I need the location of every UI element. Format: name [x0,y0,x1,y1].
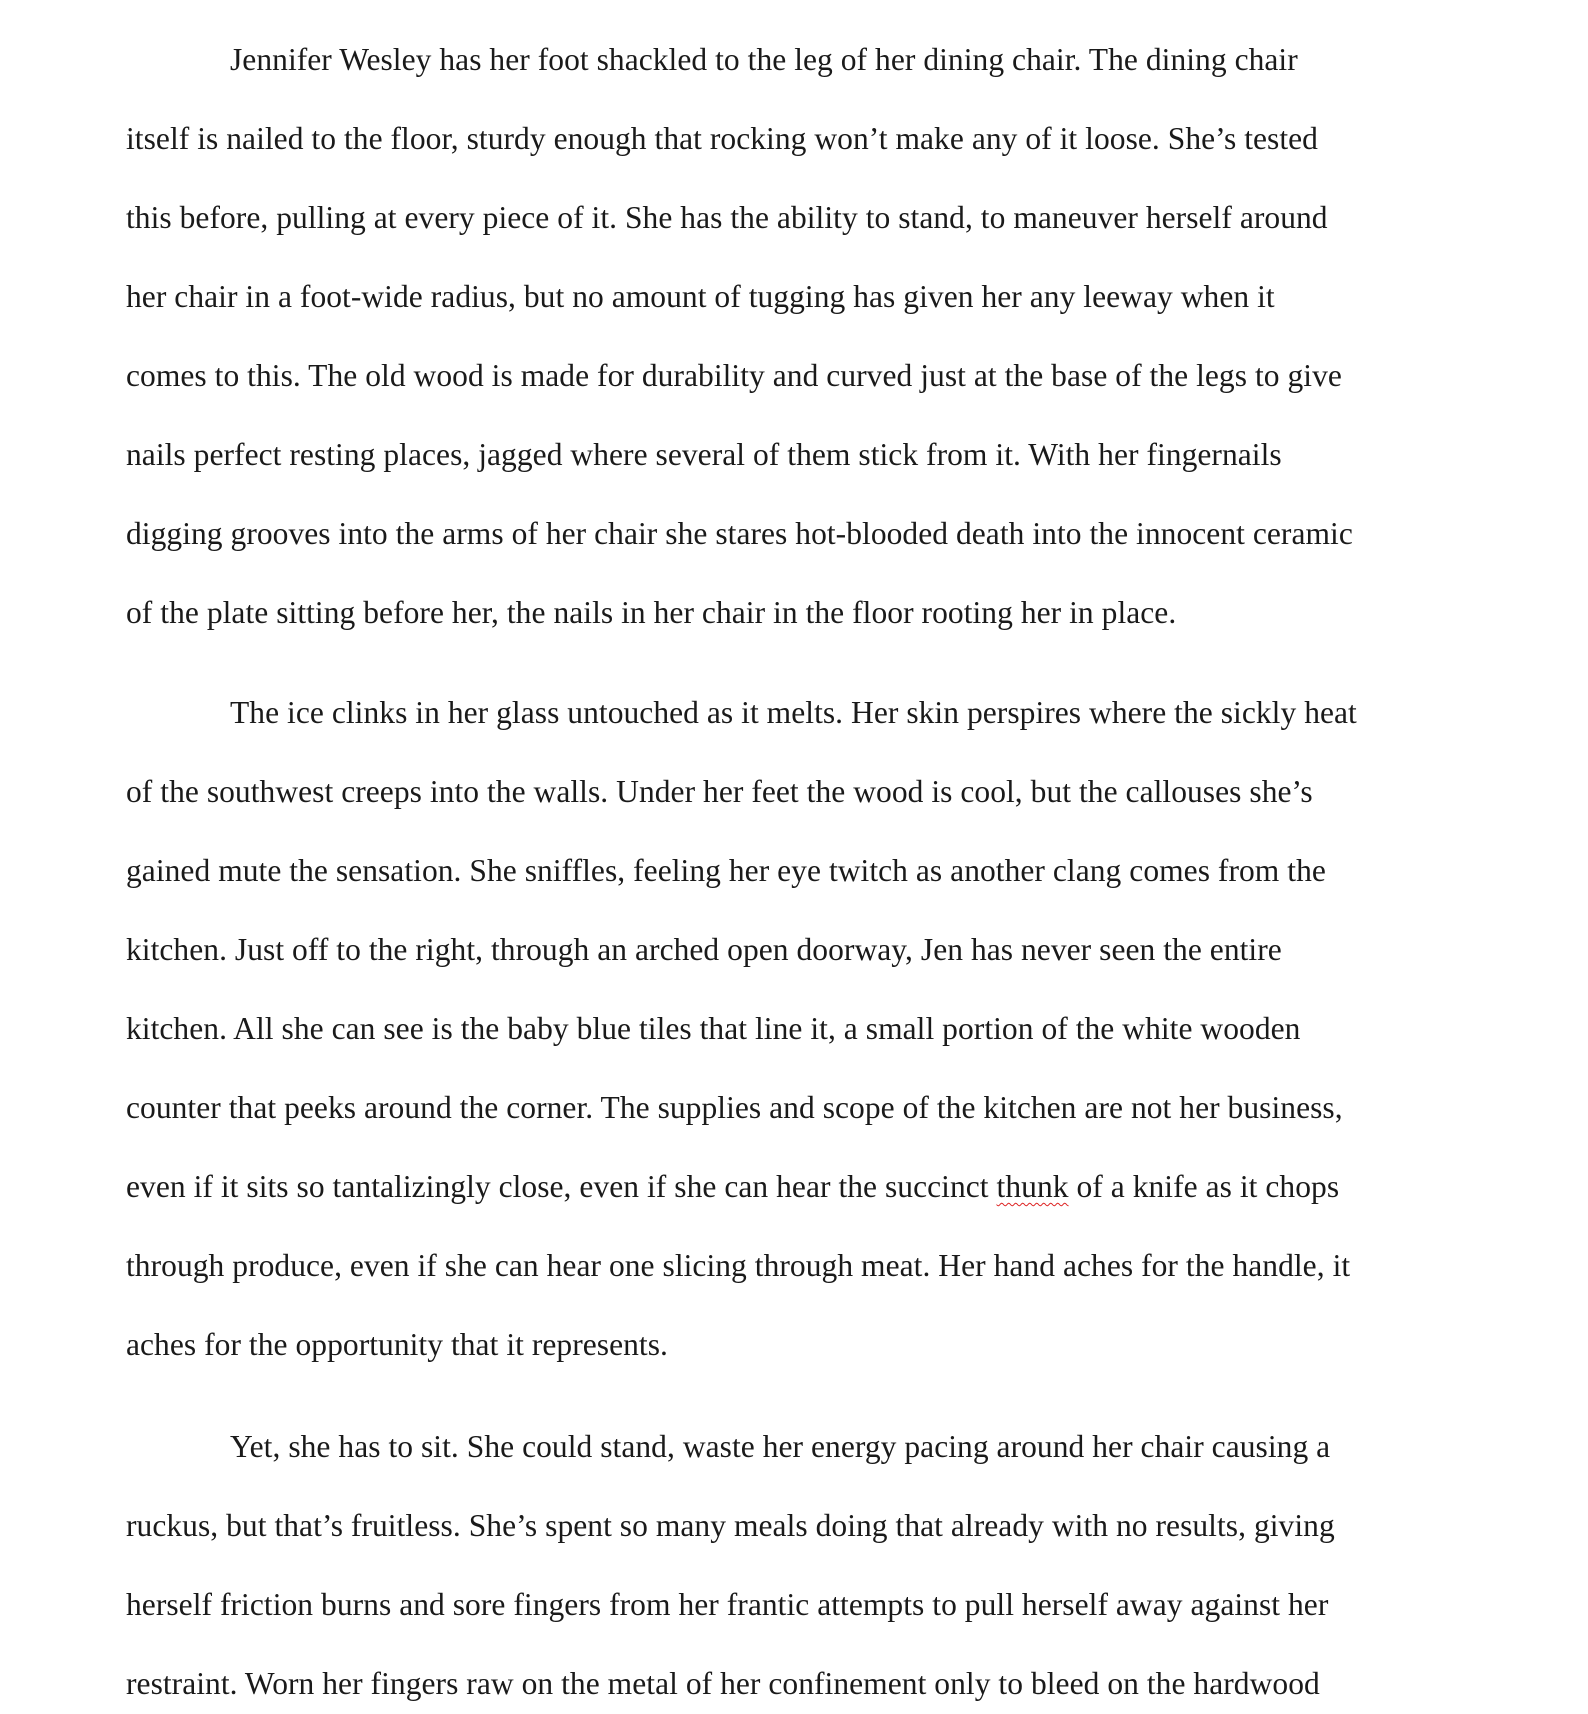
text-line: of the plate sitting before her, the nails in her chair in the floor rooting her in place. [126,595,1177,630]
text-line: through produce, even if she can hear one slicing through meat. Her hand aches for the handle, it [126,1248,1351,1283]
text-run: even if it sits so tantalizingly close, even if she can hear the succinct [126,1169,997,1204]
text-line: herself friction burns and sore fingers from her frantic attempts to pull herself away against her [126,1587,1329,1622]
text-line: comes to this. The old wood is made for durability and curved just at the base of the legs to give [126,358,1342,393]
text-line: itself is nailed to the floor, sturdy enough that rocking won’t make any of it loose. She’s tested [126,121,1318,156]
text-line: Jennifer Wesley has her foot shackled to the leg of her dining chair. The dining chair [230,42,1298,77]
text-line: The ice clinks in her glass untouched as it melts. Her skin perspires where the sickly heat [230,695,1357,730]
text-line: gained mute the sensation. She sniffles, feeling her eye twitch as another clang comes from the [126,853,1326,888]
text-line: aches for the opportunity that it represents. [126,1327,668,1362]
text-line: restraint. Worn her fingers raw on the metal of her confinement only to bleed on the hardwood [126,1666,1320,1701]
text-line: nails perfect resting places, jagged where several of them stick from it. With her fingernails [126,437,1282,472]
text-line: kitchen. All she can see is the baby blue tiles that line it, a small portion of the white wooden [126,1011,1301,1046]
text-line: ruckus, but that’s fruitless. She’s spent so many meals doing that already with no results, giving [126,1508,1335,1543]
text-line: her chair in a foot-wide radius, but no amount of tugging has given her any leeway when it [126,279,1275,314]
text-line: of the southwest creeps into the walls. Under her feet the wood is cool, but the callouses she’s [126,774,1313,809]
text-line: this before, pulling at every piece of it. She has the ability to stand, to maneuver herself around [126,200,1328,235]
text-line: digging grooves into the arms of her chair she stares hot-blooded death into the innocent ceramic [126,516,1353,551]
text-run: of a knife as it chops [1068,1169,1340,1204]
text-line: counter that peeks around the corner. The supplies and scope of the kitchen are not her business, [126,1090,1343,1125]
text-line [126,1167,1339,1207]
text-line: kitchen. Just off to the right, through an arched open doorway, Jen has never seen the entire [126,932,1282,967]
spellcheck-flagged-word[interactable]: thunk [996,1169,1069,1204]
text-line: Yet, she has to sit. She could stand, waste her energy pacing around her chair causing a [230,1429,1331,1464]
